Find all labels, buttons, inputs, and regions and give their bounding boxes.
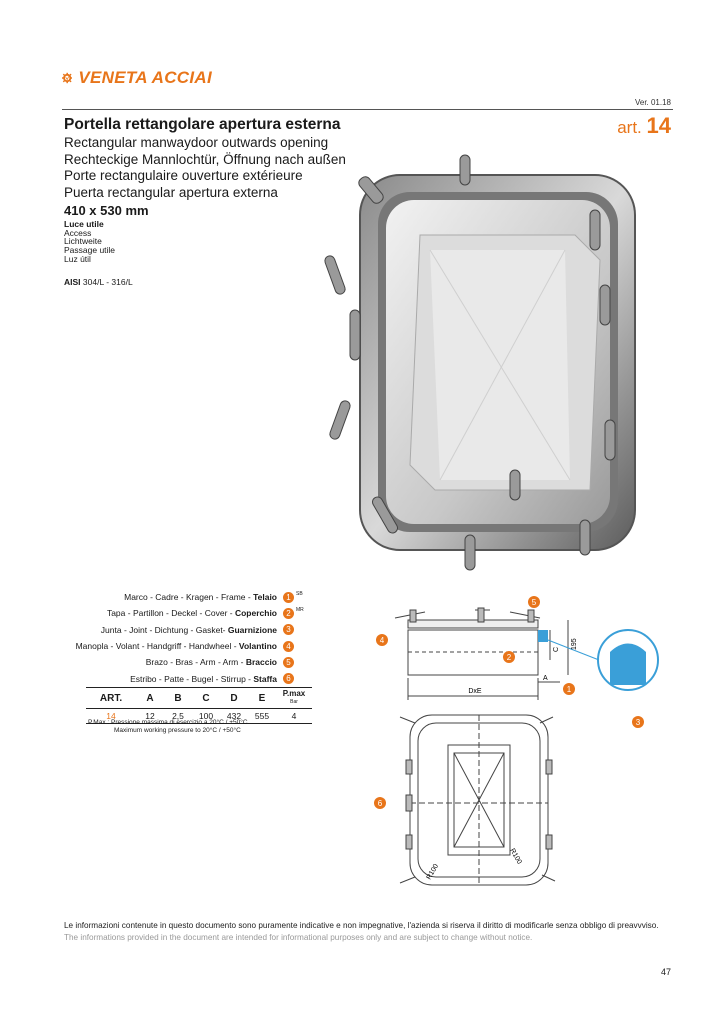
column-header: E [248,688,276,709]
table-cell: 100 [192,709,220,724]
list-item [40,670,308,686]
brand-name: VENETA ACCIAI [78,68,212,87]
subtitle-en: Rectangular manwaydoor outwards opening [64,135,329,150]
pmax-note [88,719,248,735]
table-cell: 432 [220,709,248,724]
part-name: Junta - Joint - Dichtung - Gasket- Guarnizione [100,624,277,635]
table-cell: 2,5 [164,709,192,724]
column-header-pmax: P.max Bar [276,688,312,709]
parts-list [40,589,308,687]
subtitle-es: Puerta rectangular apertura externa [64,184,278,200]
pmax-note-it: P.Max : Pressione massima di esercizio a 20°C / +50°C [88,719,248,726]
aisi-value: 304/L - 316/L [82,277,133,287]
part-number-badge: 1 [283,592,294,603]
access-label-fr: Passage utile [64,245,116,256]
dim-r100-right: R100 [508,847,523,866]
table-cell: 12 [136,709,164,724]
product-size: 410 x 530 mm [64,203,149,218]
part-note: MR [296,607,304,614]
list-item [40,638,308,654]
list-item [40,589,308,605]
table-cell: 4 [276,709,312,724]
subtitle-de: Rechteckige Mannlochtür, Öffnung nach außen [64,151,346,167]
part-note: SB [296,591,303,598]
header-divider [62,109,673,110]
dim-195: 195 [571,638,578,650]
part-number-badge: 2 [283,608,294,619]
pmax-note-en: Maximum working pressure to 20°C / +50°C [114,727,241,734]
disclaimer-it: Le informazioni contenute in questo documento sono puramente indicative e non impegnative, l'azienda si riserva il diritto di modificarle senza obbligo di preavvviso. [64,921,659,930]
page-title: Portella rettangolare apertura esterna [64,116,341,133]
column-header: ART. [86,688,136,709]
access-labels [64,220,115,264]
svg-text:2: 2 [506,653,512,662]
list-item [40,654,308,670]
part-number-badge: 3 [283,624,294,635]
version-label: Ver. 01.18 [634,98,671,107]
article-prefix: art. [617,118,642,137]
article-value: 14 [646,113,671,138]
access-label-de: Lichtweite [64,236,102,247]
svg-text:4: 4 [379,636,385,645]
part-name: Tapa - Partillon - Deckel - Cover - Coperchio [106,608,277,619]
product-photo [320,150,650,580]
list-item [40,622,308,638]
dim-dxe: DxE [468,688,482,695]
access-label-es: Luz útil [64,253,91,264]
disclaimer-en: The informations provided in the document are intended for informational purposes only and are subject to change without notice. [64,933,533,942]
list-item [40,605,308,621]
part-name: Manopla - Volant - Handgriff - Handwheel - Volantino [75,641,277,652]
part-name: Brazo - Bras - Arm - Arm - Braccio [145,657,277,668]
svg-text:5: 5 [531,598,537,607]
brand-logo [62,63,212,93]
part-number-badge: 6 [283,673,294,684]
column-header: C [192,688,220,709]
column-header: D [220,688,248,709]
dim-r100-left: R100 [425,863,441,881]
aisi-material [64,277,133,287]
dim-c: C [553,646,560,652]
table-cell: 14 [86,709,136,724]
part-name: Marco - Cadre - Kragen - Frame - Telaio [124,592,277,603]
access-label-en: Access [64,227,92,238]
part-name: Estribo - Patte - Bugel - Stirrup - Staffa [130,673,277,684]
table-header-row [86,688,312,709]
front-view-drawing [370,705,570,895]
column-header: B [164,688,192,709]
svg-text:6: 6 [377,799,383,808]
dim-a: A [543,675,548,682]
subtitle-fr: Porte rectangulaire ouverture extérieure [64,168,303,183]
access-label-it: Luce utile [64,219,104,229]
column-header: A [136,688,164,709]
table-cell: 555 [248,709,276,724]
article-number [617,113,671,139]
part-number-badge: 5 [283,657,294,668]
part-number-badge: 4 [283,641,294,652]
gear-logo-icon [62,64,72,92]
page-number: 47 [660,967,671,977]
svg-text:1: 1 [566,685,572,694]
svg-text:3: 3 [635,718,641,727]
aisi-label: AISI [64,277,81,287]
